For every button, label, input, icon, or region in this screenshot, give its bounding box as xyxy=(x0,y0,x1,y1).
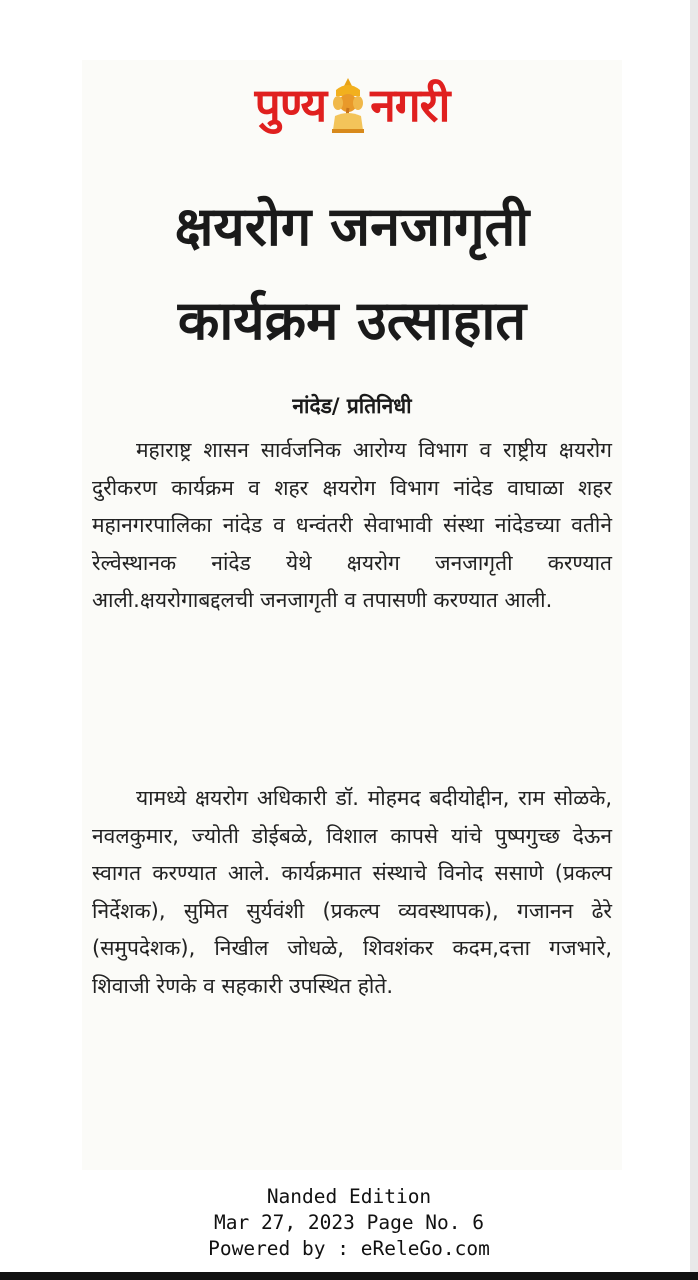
edition-footer xyxy=(0,1184,698,1262)
bottom-bar xyxy=(0,1272,698,1280)
masthead-left-word: पुण्य xyxy=(254,78,327,132)
edition-date-page: Mar 27, 2023 Page No. 6 xyxy=(213,1211,485,1234)
headline-line-2: कार्यक्रम उत्साहात xyxy=(177,289,527,352)
dateline: नांदेड/ प्रतिनिधी xyxy=(292,394,412,418)
masthead xyxy=(82,68,622,142)
article-paragraph-1: महाराष्ट्र शासन सार्वजनिक आरोग्य विभाग व राष्ट्रीय क्षयरोग दुरीकरण कार्यक्रम व शहर क्षयरोग विभाग नांदेड वाघाळा शहर महानगरपालिका नांदेड व धन्वंतरी सेवाभावी संस्था नांदेडच्या वतीने रेल्वेस्थानक नांदेड येथे क्षयरोग जनजागृती करण्यात आली.क्षयरोगाबद्दलची जनजागृती व तपासणी करण्यात आली. xyxy=(92,438,612,612)
article-paragraph-2: यामध्ये क्षयरोग अधिकारी डॉ. मोहमद बदीयोद्दीन, राम सोळके, नवलकुमार, ज्योती डोईबळे, विशाल कापसे यांचे पुष्पगुच्छ देऊन स्वागत करण्यात आले. कार्यक्रमात संस्थाचे विनोद ससाणे (प्रकल्प निर्देशक), सुमित सुर्यवंशी (प्रकल्प व्यवस्थापक), गजानन ढेरे (समुपदेशक), निखील जोधळे, शिवशंकर कदम,दत्ता गजभारे, शिवाजी रेणके व सहकारी उपस्थित होते. xyxy=(92,786,612,998)
right-page-edge xyxy=(690,0,698,1272)
newspaper-clipping xyxy=(82,60,622,1170)
powered-by-text: Powered by : eReleGo.com xyxy=(208,1237,490,1260)
ganesha-emblem-icon xyxy=(330,76,366,134)
masthead-right-word: नगरी xyxy=(370,78,450,132)
headline xyxy=(90,180,614,368)
headline-line-1: क्षयरोग जनजागृती xyxy=(174,195,530,258)
edition-name: Nanded Edition xyxy=(266,1185,432,1208)
